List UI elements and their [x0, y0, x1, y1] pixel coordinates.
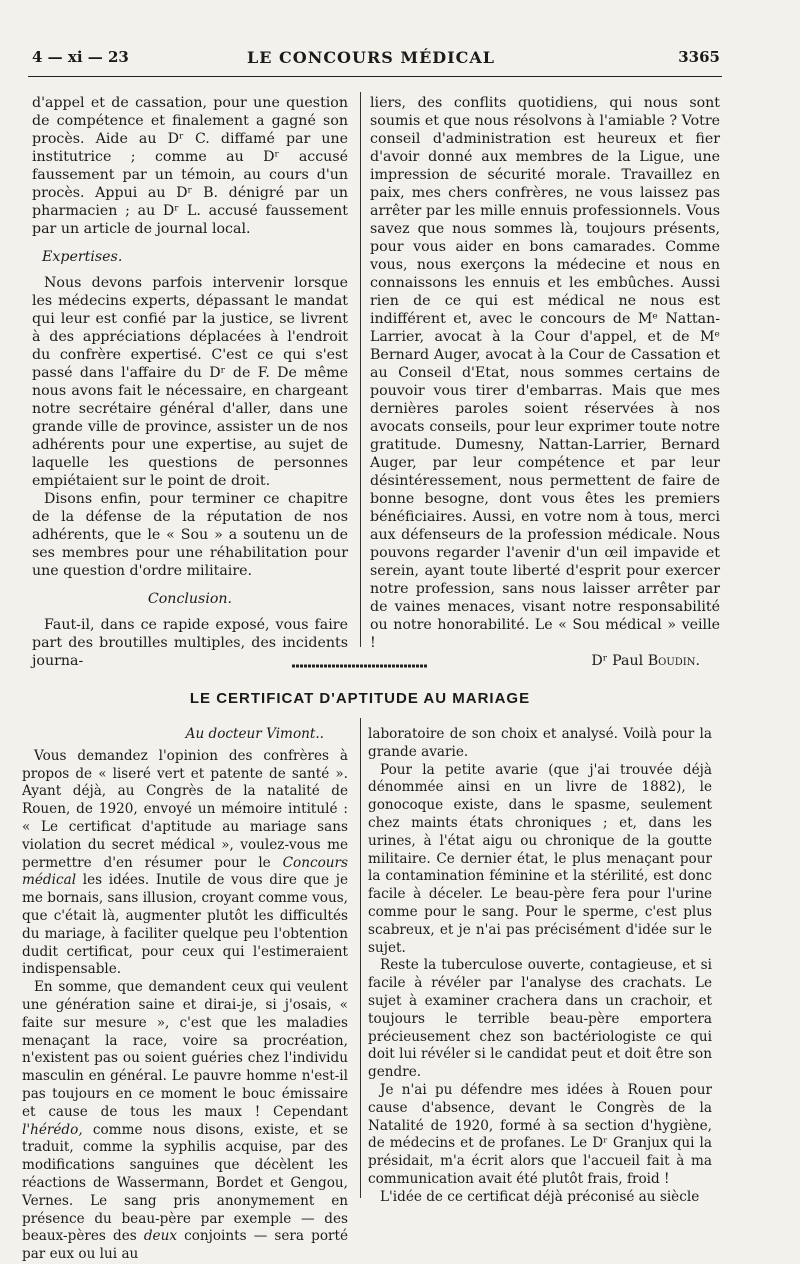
paragraph: liers, des conflits quotidiens, qui nous sont soumis et que nous résolvons à l'amiable ? Votre conseil d'administration est heureux et fier d'avoir donné aux membres de la Ligue, une impression de sécurité morale. Travaillez en paix, mes chers confrères, ne vous laissez pas arrêter par les mille ennuis professionnels. Vous savez que nous sommes là, toujours présents, pour vous aider en bons camarades. Comme vous, nous exerçons la médecine et nous en connaissons les ennuis et les embûches. Aussi rien de ce qui est médical ne nous est indifférent et, avec le concours de Mᵉ Nattan-Larrier, avocat à la Cour d'appel, et de Mᵉ Bernard Auger, avocat à la Cour de Cassation et au Conseil d'Etat, nous sommes certains de pouvoir vous tirer d'embarras. Mais que mes dernières paroles soient réservées à nos avocats conseils, pour leur exprimer toute notre gratitude. Dumesny, Nattan-Larrier, Bernard Auger, par leur compétence et par leur désintéressement, nous permettent de faire de bonne besogne, dont vous êtes les premiers bénéficiaires. Aussi, en votre nom à tous, merci aux défenseurs de la profession médicale. Nous pouvons regarder l'avenir d'un œil impavide et serein, ayant toute liberté d'esprit pour exercer notre profession, sans nous laisser arrêter par de vaines menaces, visant notre responsabilité ou notre honorabilité. Le « Sou médical » veille !: [370, 95, 720, 651]
emphasis: Concours médical: [22, 854, 348, 889]
paragraph: Disons enfin, pour terminer ce chapitre de la défense de la réputation de nos adhérents, que le « Sou » a soutenu un de ses membres pour une réhabilitation pour une question d'ordre militaire.: [32, 491, 348, 579]
paragraph: Faut-il, dans ce rapide exposé, vous faire part des broutilles multiples, des incidents journa-: [32, 617, 348, 669]
upper-left-column: [32, 94, 348, 670]
emphasis: l'hérédo,: [22, 1121, 83, 1138]
signature-name: Boudin.: [647, 653, 700, 669]
header-rule: [28, 76, 722, 77]
journal-title: LE CONCOURS MÉDICAL: [247, 48, 496, 67]
column-divider-bottom: [360, 718, 361, 1198]
paragraph: Pour la petite avarie (que j'ai trouvée déjà dénommée ainsi en un livre de 1882), le gonocoque existe, dans le spasme, seulement chez maints états chroniques ; et, dans les urines, à l'état aigu ou chronique de la goutte militaire. Ce dernier état, le plus menaçant pour la contamination féminine et la stérilité, est donc facile à déceler. Le beau-père fera pour l'urine comme pour le sang. Pour le sperme, c'est plus scabreux, et je n'ai pas précisément d'idée sur le sujet.: [368, 761, 712, 956]
running-header: [32, 48, 720, 72]
page-number: 3365: [678, 48, 720, 66]
signature-prefix: Dʳ Paul: [591, 653, 644, 669]
article-left-column: [22, 726, 348, 1264]
paragraph: d'appel et de cassation, pour une question de compétence et finalement a gagné son procès. Aide au Dʳ C. diffamé par une institutrice ; comme au Dʳ accusé faussement par un témoin, au cours d'un procès. Appui au Dʳ B. dénigré par un pharmacien ; au Dʳ L. accusé faussement par un article de journal local.: [32, 95, 348, 237]
paragraph: Reste la tuberculose ouverte, contagieuse, et si facile à révéler par l'analyse des crachats. Le sujet à examiner crachera dans un crachoir, et toujours le terrible beau-père emportera précieusement chez son bactériologiste ce qui doit lui révéler si le candidat peut et doit être son gendre.: [368, 957, 712, 1081]
section-heading-conclusion: Conclusion.: [147, 591, 233, 607]
paragraph: laboratoire de son choix et analysé. Voilà pour la grande avarie.: [368, 726, 712, 760]
column-divider-top: [360, 92, 361, 647]
dedication: Au docteur Vimont..: [185, 726, 324, 742]
issue-date: 4 — xi — 23: [32, 48, 129, 66]
text: Vous demandez l'opinion des confrères à propos de « liseré vert et patente de santé ». Ayant déjà, au Congrès de la natalité de Rouen, de 1920, envoyé un mémoire intitulé : « Le certificat d'aptitude au mariage sans violation du secret médical », voulez-vous me permettre d'en résumer pour le: [22, 747, 348, 871]
paragraph: [22, 748, 348, 979]
paragraph: L'idée de ce certificat déjà préconisé au siècle: [380, 1188, 700, 1205]
article-right-column: [368, 726, 712, 1207]
upper-right-column: [370, 94, 720, 670]
paragraph: [22, 979, 348, 1264]
text: les idées. Inutile de vous dire que je me bornais, sans illusion, croyant comme vous, que c'était là, augmenter plutôt les difficultés du mariage, à faciliter quelque peu l'obtention dudit certificat, pour ceux qui l'estimeraient indispensable.: [22, 872, 348, 978]
article-title: LE CERTIFICAT D'APTITUDE AU MARIAGE: [189, 690, 531, 707]
text: conjoints — sera porté par eux ou lui au: [22, 1228, 349, 1263]
paragraph: Nous devons parfois intervenir lorsque les médecins experts, dépassant le mandat qui leur est confié par la justice, se livrent à des appréciations déplacées à l'endroit du confrère expertisé. C'est ce qui s'est passé dans l'affaire du Dʳ de F. De même nous avons fait le nécessaire, en chargeant notre secrétaire général d'aller, dans une grande ville de province, assister un de nos adhérents pour une expertise, au sujet de laquelle les questions de personnes empiétaient sur le point de droit.: [32, 275, 348, 489]
paragraph: Je n'ai pu défendre mes idées à Rouen pour cause d'absence, devant le Congrès de la Natalité de 1920, formé à sa section d'hygiène, de médecins et de profanes. Le Dʳ Granjux qui la présidait, m'a écrit alors que l'accueil fait à ma communication avait été plutôt frais, froid !: [368, 1081, 712, 1187]
section-heading-expertises: Expertises.: [42, 249, 123, 265]
text: En somme, que demandent ceux qui veulent une génération saine et dirai-je, si j'osais, « faite sur mesure », c'est que les maladies menaçant la race, voire sa procréation, n'existent pas ou soient guéries chez l'individu masculin en général. Le pauvre homme n'est-il pas toujours en ce moment le bouc émissaire et cause de tous les maux ! Cependant: [22, 979, 348, 1120]
section-ornament: [290, 662, 430, 670]
text: comme nous disons, existe, et se traduit, comme la syphilis acquise, par des modifications sanguines que décèlent les réactions de Wassermann, Bordet et Gengou, Vernes. Le sang pris anonymement en présence du beau-père par exemple — des beaux-pères des: [22, 1121, 348, 1245]
emphasis: deux: [143, 1228, 177, 1245]
